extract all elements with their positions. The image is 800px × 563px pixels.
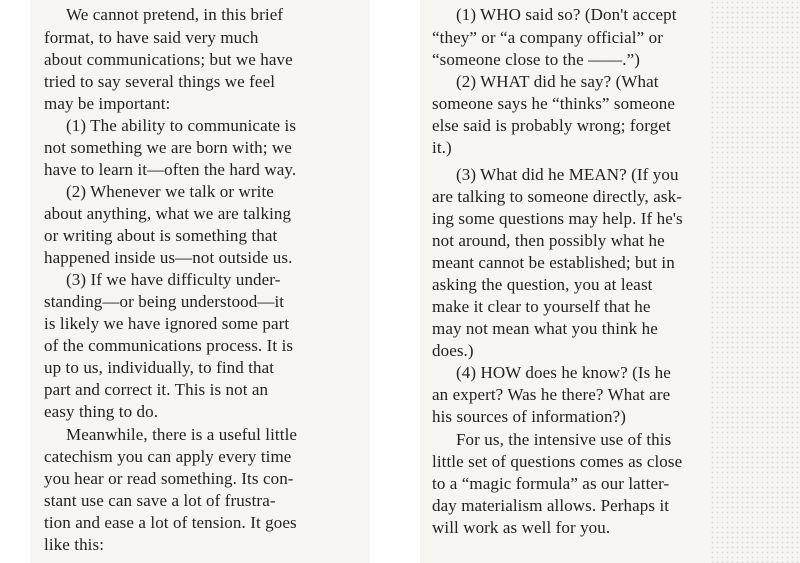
text-line: else said is probably wrong; forget: [432, 116, 671, 135]
text-line: like this:: [44, 535, 105, 554]
text-line: not something we are born with; we: [44, 138, 292, 157]
text-line: little set of questions comes as close: [432, 452, 683, 471]
text-line: not around, then possibly what he: [432, 231, 665, 250]
text-line: “someone close to the ——.”): [432, 50, 641, 69]
text-line: day materialism allows. Perhaps it: [432, 496, 670, 515]
text-line: (3) If we have difficulty under-: [66, 270, 281, 289]
text-line: make it clear to yourself that he: [432, 297, 651, 316]
text-line: it.): [432, 138, 452, 157]
column-gutter: [370, 0, 420, 563]
text-line: about communications; but we have: [44, 50, 293, 69]
text-line: asking the question, you at least: [432, 275, 653, 294]
text-line: easy thing to do.: [44, 402, 159, 421]
left-text-column: [30, 0, 370, 563]
text-line: may be important:: [44, 94, 171, 113]
text-line: tried to say several things we feel: [44, 72, 276, 91]
text-line: standing—or being understood—it: [44, 292, 285, 311]
text-line: (2) WHAT did he say? (What: [456, 72, 659, 91]
text-line: (1) WHO said so? (Don't accept: [456, 5, 677, 24]
text-line: an expert? Was he there? What are: [432, 385, 671, 404]
scan-noise: [710, 0, 800, 563]
text-line: up to us, individually, to find that: [44, 358, 275, 377]
text-line: someone says he “thinks” someone: [432, 94, 676, 113]
text-line: may not mean what you think he: [432, 319, 658, 338]
text-line: you hear or read something. Its con-: [44, 469, 294, 488]
text-line: meant cannot be established; but in: [432, 253, 675, 272]
text-line: does.): [432, 341, 474, 360]
text-line: his sources of information?): [432, 407, 626, 426]
text-line: (2) Whenever we talk or write: [66, 182, 274, 201]
text-line: “they” or “a company official” or: [432, 28, 663, 47]
right-text-column: [420, 0, 800, 563]
text-line: tion and ease a lot of tension. It goes: [44, 513, 297, 532]
text-line: stant use can save a lot of frustra-: [44, 491, 276, 510]
text-line: will work as well for you.: [432, 518, 611, 537]
text-line: to a “magic formula” as our latter-: [432, 474, 670, 493]
text-line: (3) What did he MEAN? (If you: [456, 165, 679, 184]
text-line: or writing about is something that: [44, 226, 278, 245]
text-line: happened inside us—not outside us.: [44, 248, 293, 267]
text-line: format, to have said very much: [44, 28, 259, 47]
text-line: are talking to someone directly, ask-: [432, 187, 682, 206]
text-line: Meanwhile, there is a useful little: [66, 425, 298, 444]
text-line: is likely we have ignored some part: [44, 314, 290, 333]
text-line: have to learn it—often the hard way.: [44, 160, 297, 179]
text-line: ing some questions may help. If he's: [432, 209, 683, 228]
text-line: (1) The ability to communicate is: [66, 116, 297, 135]
text-line: part and correct it. This is not an: [44, 380, 269, 399]
text-line: of the communications process. It is: [44, 336, 294, 355]
text-line: about anything, what we are talking: [44, 204, 292, 223]
text-line: For us, the intensive use of this: [456, 430, 672, 449]
text-line: catechism you can apply every time: [44, 447, 292, 466]
text-line: (4) HOW does he know? (Is he: [456, 363, 671, 382]
text-line: We cannot pretend, in this brief: [66, 5, 284, 24]
